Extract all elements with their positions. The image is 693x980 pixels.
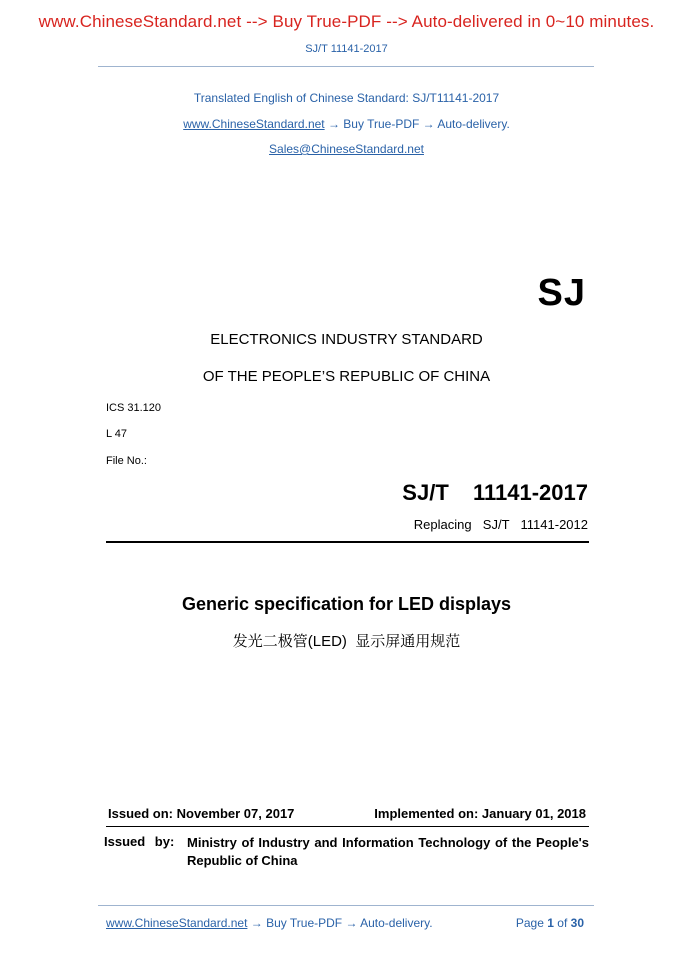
implemented-on-date: Implemented on: January 01, 2018: [374, 806, 586, 821]
header-doc-code: SJ/T 11141-2017: [305, 43, 388, 55]
issued-by-label: Issued by:: [104, 834, 175, 849]
document-title-english: Generic specification for LED displays: [181, 594, 512, 614]
standard-title-line-2: OF THE PEOPLE’S REPUBLIC OF CHINA: [202, 368, 491, 385]
page-total: 30: [570, 916, 584, 930]
issue-divider: [106, 826, 589, 827]
sales-email-line: [0, 142, 693, 156]
ccs-code: L 47: [106, 428, 128, 440]
translation-notice: Translated English of Chinese Standard: SJ/T11141-2017: [193, 91, 500, 105]
ics-code: ICS 31.120: [106, 402, 162, 414]
sj-mark: SJ: [537, 272, 586, 314]
site-link[interactable]: www.ChineseStandard.net: [183, 117, 325, 131]
standard-code: SJ/T 11141-2017: [402, 480, 588, 505]
document-title-chinese: 发光二极管(LED) 显示屏通用规范: [232, 633, 461, 650]
issued-on-date: Issued on: November 07, 2017: [108, 806, 295, 821]
page-of: of: [557, 916, 568, 930]
issued-by-authority: Ministry of Industry and Information Technology of the People's Republic of China: [187, 835, 589, 868]
footer-purchase-line: [106, 916, 433, 930]
page-label: Page: [515, 916, 544, 930]
code-divider: [106, 541, 589, 543]
translation-purchase-line: [0, 117, 693, 131]
standard-title-line-1: ELECTRONICS INDUSTRY STANDARD: [210, 331, 483, 348]
footer-divider: [98, 905, 594, 906]
top-banner[interactable]: www.ChineseStandard.net --> Buy True-PDF --> Auto-delivered in 0~10 minutes.: [38, 12, 655, 31]
page-indicator: [516, 916, 584, 930]
footer-site-link[interactable]: www.ChineseStandard.net: [106, 916, 248, 930]
replacing-note: Replacing SJ/T 11141-2012: [413, 517, 588, 532]
file-number: File No.:: [106, 455, 147, 467]
page-current: 1: [547, 916, 554, 930]
sales-email-link[interactable]: Sales@ChineseStandard.net: [269, 142, 424, 156]
purchase-steps: → Buy True-PDF → Auto-delivery.: [324, 117, 510, 131]
footer-purchase-steps: → Buy True-PDF → Auto-delivery.: [247, 916, 433, 930]
header-divider: [98, 66, 594, 67]
